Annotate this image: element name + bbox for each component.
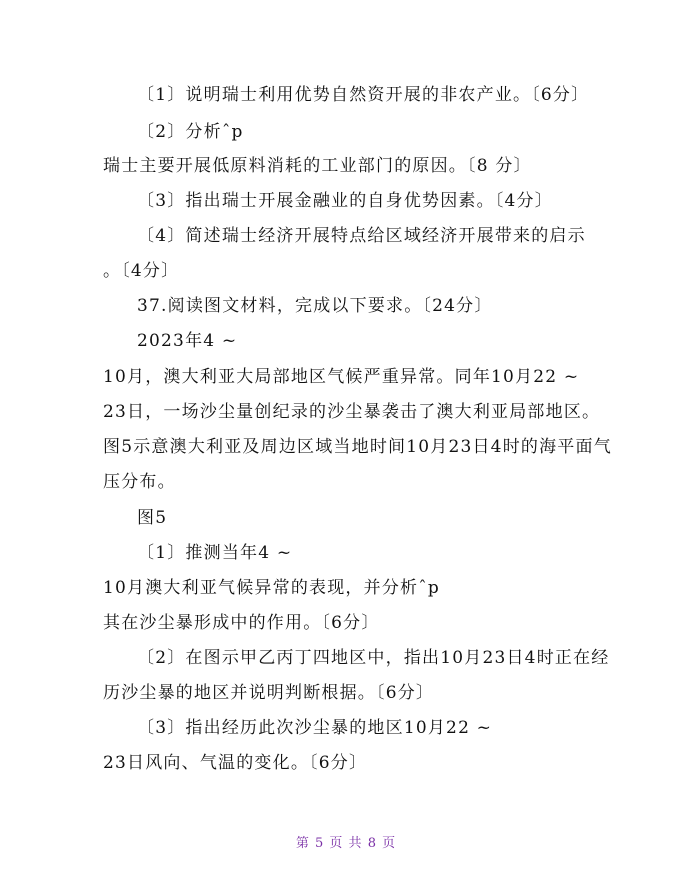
text-line: 压分布。 xyxy=(103,472,176,492)
figure-reference: 图5 xyxy=(137,508,168,528)
text-line: 23日风向、气温的变化。〔6分〕 xyxy=(103,753,368,773)
text-line: 〔4〕简述瑞士经济开展特点给区域经济开展带来的启示 xyxy=(137,226,586,246)
text-line: 瑞士主要开展低原料消耗的工业部门的原因。〔8 分〕 xyxy=(103,156,532,176)
text-line: 〔2〕在图示甲乙丙丁四地区中，指出10月23日4时正在经 xyxy=(137,648,610,668)
text-line: 〔2〕分析ˆp xyxy=(137,122,244,142)
text-line: 10月澳大利亚气候异常的表现，并分析ˆp xyxy=(103,578,441,598)
text-line: 2023年4 ~ xyxy=(137,331,238,351)
text-line: 37.阅读图文材料，完成以下要求。〔24分〕 xyxy=(137,296,493,316)
text-line: 〔3〕指出瑞士开展金融业的自身优势因素。〔4分〕 xyxy=(137,191,553,211)
text-line: 〔3〕指出经历此次沙尘暴的地区10月22 ~ xyxy=(137,718,493,738)
text-line: 23日，一场沙尘量创纪录的沙尘暴袭击了澳大利亚局部地区。 xyxy=(103,402,601,422)
text-line: 图5示意澳大利亚及周边区域当地时间10月23日4时的海平面气 xyxy=(103,437,612,457)
text-line: 。〔4分〕 xyxy=(103,261,180,281)
text-line: 其在沙尘暴形成中的作用。〔6分〕 xyxy=(103,613,380,633)
page-number-footer: 第 5 页 共 8 页 xyxy=(295,836,397,851)
text-line: 10月，澳大利亚大局部地区气候严重异常。同年10月22 ~ xyxy=(103,367,580,387)
text-line: 〔1〕说明瑞士利用优势自然资开展的非农产业。〔6分〕 xyxy=(137,85,590,105)
text-line: 〔1〕推测当年4 ~ xyxy=(137,543,293,563)
text-line: 历沙尘暴的地区并说明判断根据。〔6分〕 xyxy=(103,683,435,703)
